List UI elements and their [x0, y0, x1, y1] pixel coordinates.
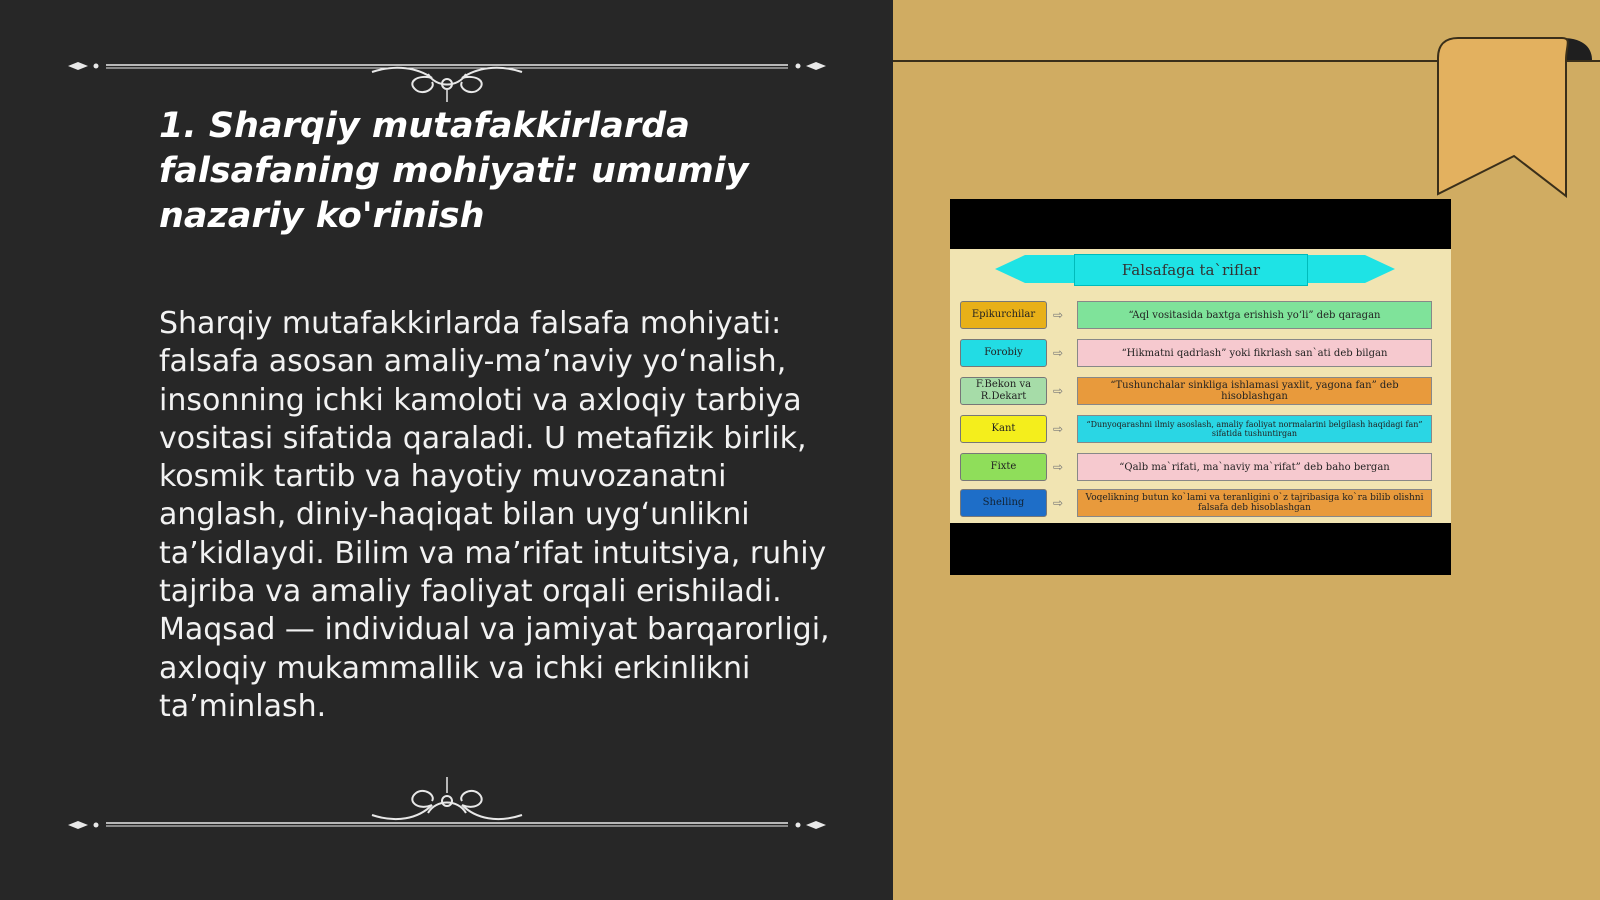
arrow-icon: ⇨ — [1053, 460, 1064, 474]
bookmark-ribbon-icon — [1436, 36, 1600, 198]
slide-body-text: Sharqiy mutafakkirlarda falsafa mohiyati: falsafa asosan amaliy-ma’naviy yo‘nalish, insonning ichki kamoloti va axloqiy tarbiya vositasi sifatida qaraladi. U metafizik birlik, kosmik tartib va hayotiy muvozanatni anglash, diniy-haqiqat bilan uyg‘unlikni ta’kidlaydi. Bilim va ma’rifat intuitsiya, ruhiy tajriba va amaliy faoliyat orqali erishiladi. Maqsad — individual va jamiyat barqarorligi, axloqiy mukammallik va ichki erkinlikni ta’minlash. — [159, 306, 830, 724]
row-label: Fixte — [960, 453, 1047, 481]
figure-row — [960, 339, 1432, 367]
slide-title: 1. Sharqiy mutafakkirlarda falsafaning mohiyati: umumiy nazariy ko'rinish — [159, 106, 749, 236]
row-description: “Aql vositasida baxtga erishish yo‘li” deb qaragan — [1077, 301, 1432, 329]
row-description: Voqelikning butun ko`lami va teranligini o`z tajribasiga ko`ra bilib olishni falsafa deb hisoblashgan — [1077, 489, 1432, 517]
figure-row — [960, 489, 1432, 517]
bottom-flourish-divider — [66, 775, 828, 835]
row-description: “Hikmatni qadrlash” yoki fikrlash san`ati deb bilgan — [1077, 339, 1432, 367]
row-description: “Tushunchalar sinkliga ishlamasi yaxlit, yagona fan” deb hisoblashgan — [1077, 377, 1432, 405]
row-label: Shelling — [960, 489, 1047, 517]
row-label: Kant — [960, 415, 1047, 443]
arrow-icon: ⇨ — [1053, 346, 1064, 360]
row-label: Forobiy — [960, 339, 1047, 367]
row-description: “Dunyoqarashni ilmiy asoslash, amaliy faoliyat normalarini belgilash haqidagi fan” sifatida tushuntirgan — [1077, 415, 1432, 443]
arrow-icon: ⇨ — [1053, 384, 1064, 398]
figure-title: Falsafaga ta`riflar — [1074, 254, 1308, 286]
arrow-icon: ⇨ — [1053, 308, 1064, 322]
figure-row — [960, 453, 1432, 481]
arrow-icon: ⇨ — [1053, 496, 1064, 510]
top-flourish-divider — [66, 44, 828, 104]
row-label: Epikurchilar — [960, 301, 1047, 329]
figure-panel — [950, 249, 1451, 523]
figure-row — [960, 301, 1432, 329]
row-description: “Qalb ma`rifati, ma`naviy ma`rifat” deb baho bergan — [1077, 453, 1432, 481]
row-label: F.Bekon va R.Dekart — [960, 377, 1047, 405]
figure-row — [960, 377, 1432, 405]
figure-row — [960, 415, 1432, 443]
arrow-icon: ⇨ — [1053, 422, 1064, 436]
definitions-figure — [950, 199, 1451, 575]
